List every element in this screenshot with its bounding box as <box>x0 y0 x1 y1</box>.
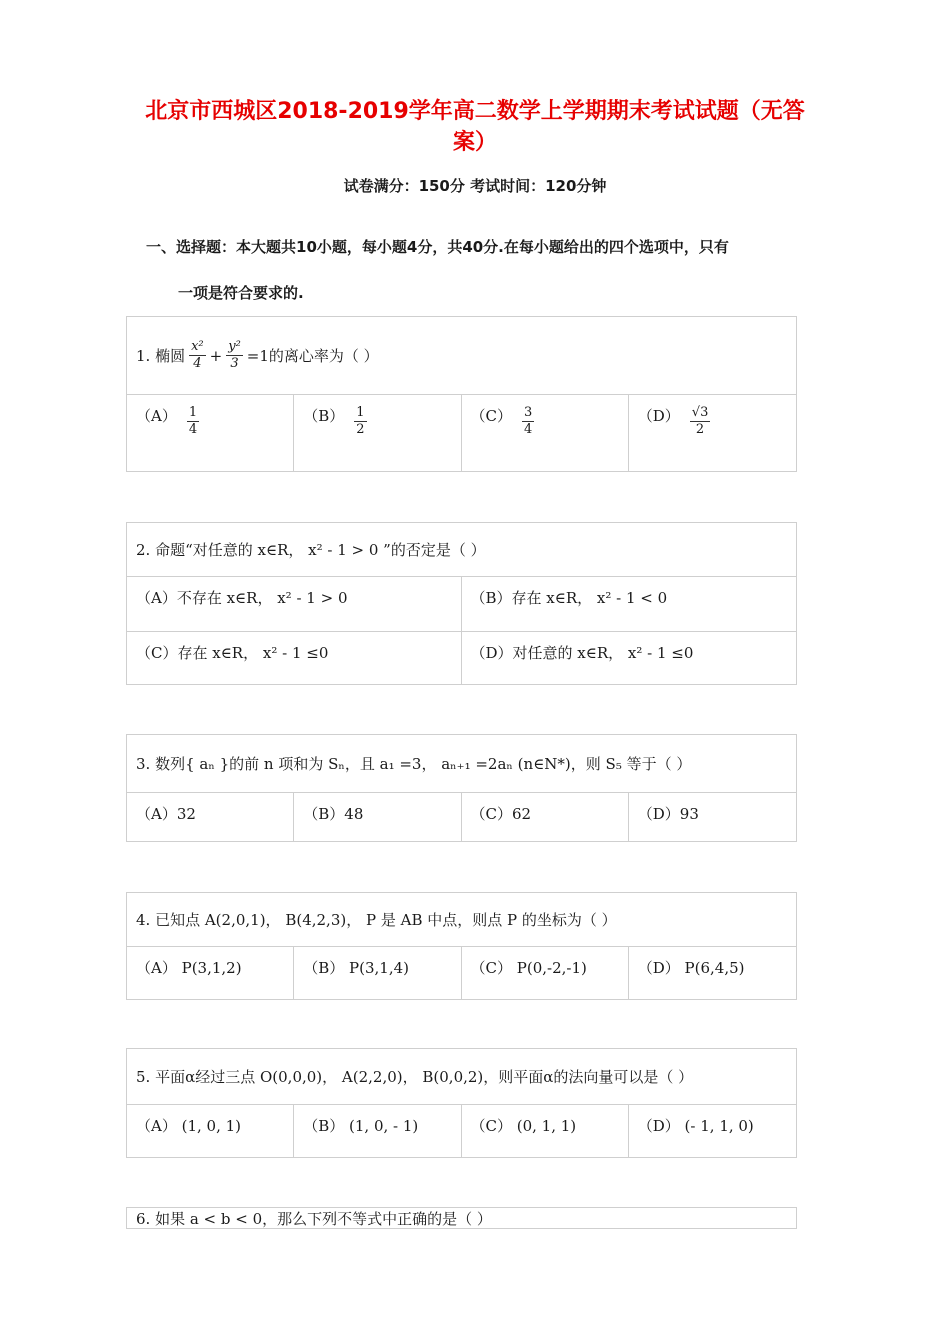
question-2-options-row-1 <box>127 577 796 632</box>
option-label: （A） <box>136 407 177 425</box>
plus-sign: + <box>209 346 223 365</box>
option-d[interactable] <box>629 395 796 471</box>
option-c[interactable]: （C） (0, 1, 1) <box>462 1105 629 1157</box>
option-fraction <box>522 405 534 438</box>
option-d[interactable]: （D） P(6,4,5) <box>637 959 745 977</box>
fraction-numerator: √3 <box>691 405 709 420</box>
fraction-numerator: x² <box>191 339 204 354</box>
exam-info: 试卷满分：150分 考试时间：120分钟 <box>343 177 607 195</box>
fraction-y2-over-3 <box>226 339 243 372</box>
fraction-denominator: 4 <box>523 422 533 437</box>
option-b[interactable] <box>294 395 461 471</box>
question-1 <box>126 316 797 472</box>
option-a[interactable] <box>127 395 294 471</box>
question-2-options-row-2 <box>127 632 796 685</box>
question-4-stem: 4. 已知点 A(2,0,1)， B(4,2,3)， P 是 AB 中点，则点 P 的坐标为（ ） <box>127 893 796 947</box>
section-line-2: 一项是符合要求的. <box>178 284 304 302</box>
question-4-options <box>127 947 796 999</box>
question-5-options <box>127 1105 796 1157</box>
fraction-denominator: 4 <box>193 356 202 371</box>
option-a[interactable]: （A） P(3,1,2) <box>127 947 294 999</box>
option-fraction <box>354 405 366 438</box>
option-d[interactable]: （D）对任意的 x∈R， x² - 1 ≤0 <box>470 644 694 662</box>
equals-one: =1 <box>246 346 269 365</box>
fraction-denominator: 2 <box>695 422 705 437</box>
question-5-stem: 5. 平面α经过三点 O(0,0,0)， A(2,2,0)， B(0,0,2)，则平面α的法向量可以是（ ） <box>127 1049 796 1105</box>
option-c[interactable]: （C）存在 x∈R， x² - 1 ≤0 <box>127 632 462 685</box>
question-6-stem: 6. 如果 a < b < 0，那么下列不等式中正确的是（ ） <box>136 1209 492 1228</box>
option-c[interactable] <box>462 395 629 471</box>
question-6 <box>126 1207 797 1229</box>
fraction-numerator: 1 <box>188 405 198 420</box>
question-1-stem-suffix: 的离心率为（ ） <box>268 347 379 365</box>
fraction-numerator: y² <box>228 339 241 354</box>
question-3 <box>126 734 797 842</box>
option-b[interactable]: （B） (1, 0, - 1) <box>294 1105 461 1157</box>
option-label: （D） <box>637 407 680 425</box>
question-1-stem <box>127 317 796 395</box>
option-a[interactable]: （A）32 <box>127 793 294 841</box>
option-b[interactable]: （B） P(3,1,4) <box>294 947 461 999</box>
fraction-x2-over-4 <box>189 339 206 372</box>
option-c[interactable]: （C） P(0,-2,-1) <box>462 947 629 999</box>
question-1-stem-prefix: 1. 椭圆 <box>136 347 186 365</box>
option-d[interactable]: （D） (- 1, 1, 0) <box>637 1117 754 1135</box>
question-4 <box>126 892 797 1000</box>
option-b[interactable]: （B）存在 x∈R， x² - 1 < 0 <box>470 589 668 607</box>
fraction-denominator: 2 <box>356 422 365 437</box>
option-a[interactable]: （A） (1, 0, 1) <box>127 1105 294 1157</box>
question-3-stem: 3. 数列{ aₙ }的前 n 项和为 Sₙ，且 a₁ =3， aₙ₊₁ =2aₙ (n∈N*)，则 S₅ 等于（ ） <box>127 735 796 793</box>
option-c[interactable]: （C）62 <box>462 793 629 841</box>
fraction-numerator: 3 <box>523 405 533 420</box>
option-b[interactable]: （B）48 <box>294 793 461 841</box>
fraction-denominator: 3 <box>230 356 239 371</box>
option-fraction <box>690 405 711 438</box>
option-d[interactable]: （D）93 <box>637 805 699 823</box>
section-heading <box>146 224 816 316</box>
question-5 <box>126 1048 797 1158</box>
option-a[interactable]: （A）不存在 x∈R， x² - 1 > 0 <box>127 577 462 631</box>
fraction-denominator: 4 <box>188 422 198 437</box>
question-2-stem: 2. 命题“对任意的 x∈R， x² - 1 > 0 ”的否定是（ ） <box>127 523 796 577</box>
question-2 <box>126 522 797 685</box>
option-label: （B） <box>303 407 345 425</box>
option-fraction <box>187 405 199 438</box>
page-title: 北京市西城区2018-2019学年高二数学上学期期末考试试题（无答案） <box>145 99 805 155</box>
question-3-options <box>127 793 796 841</box>
fraction-numerator: 1 <box>356 405 365 420</box>
section-line-1: 一、选择题：本大题共10小题，每小题4分，共40分.在每小题给出的四个选项中，只有 <box>146 238 729 256</box>
question-1-options <box>127 395 796 471</box>
option-label: （C） <box>470 407 512 425</box>
